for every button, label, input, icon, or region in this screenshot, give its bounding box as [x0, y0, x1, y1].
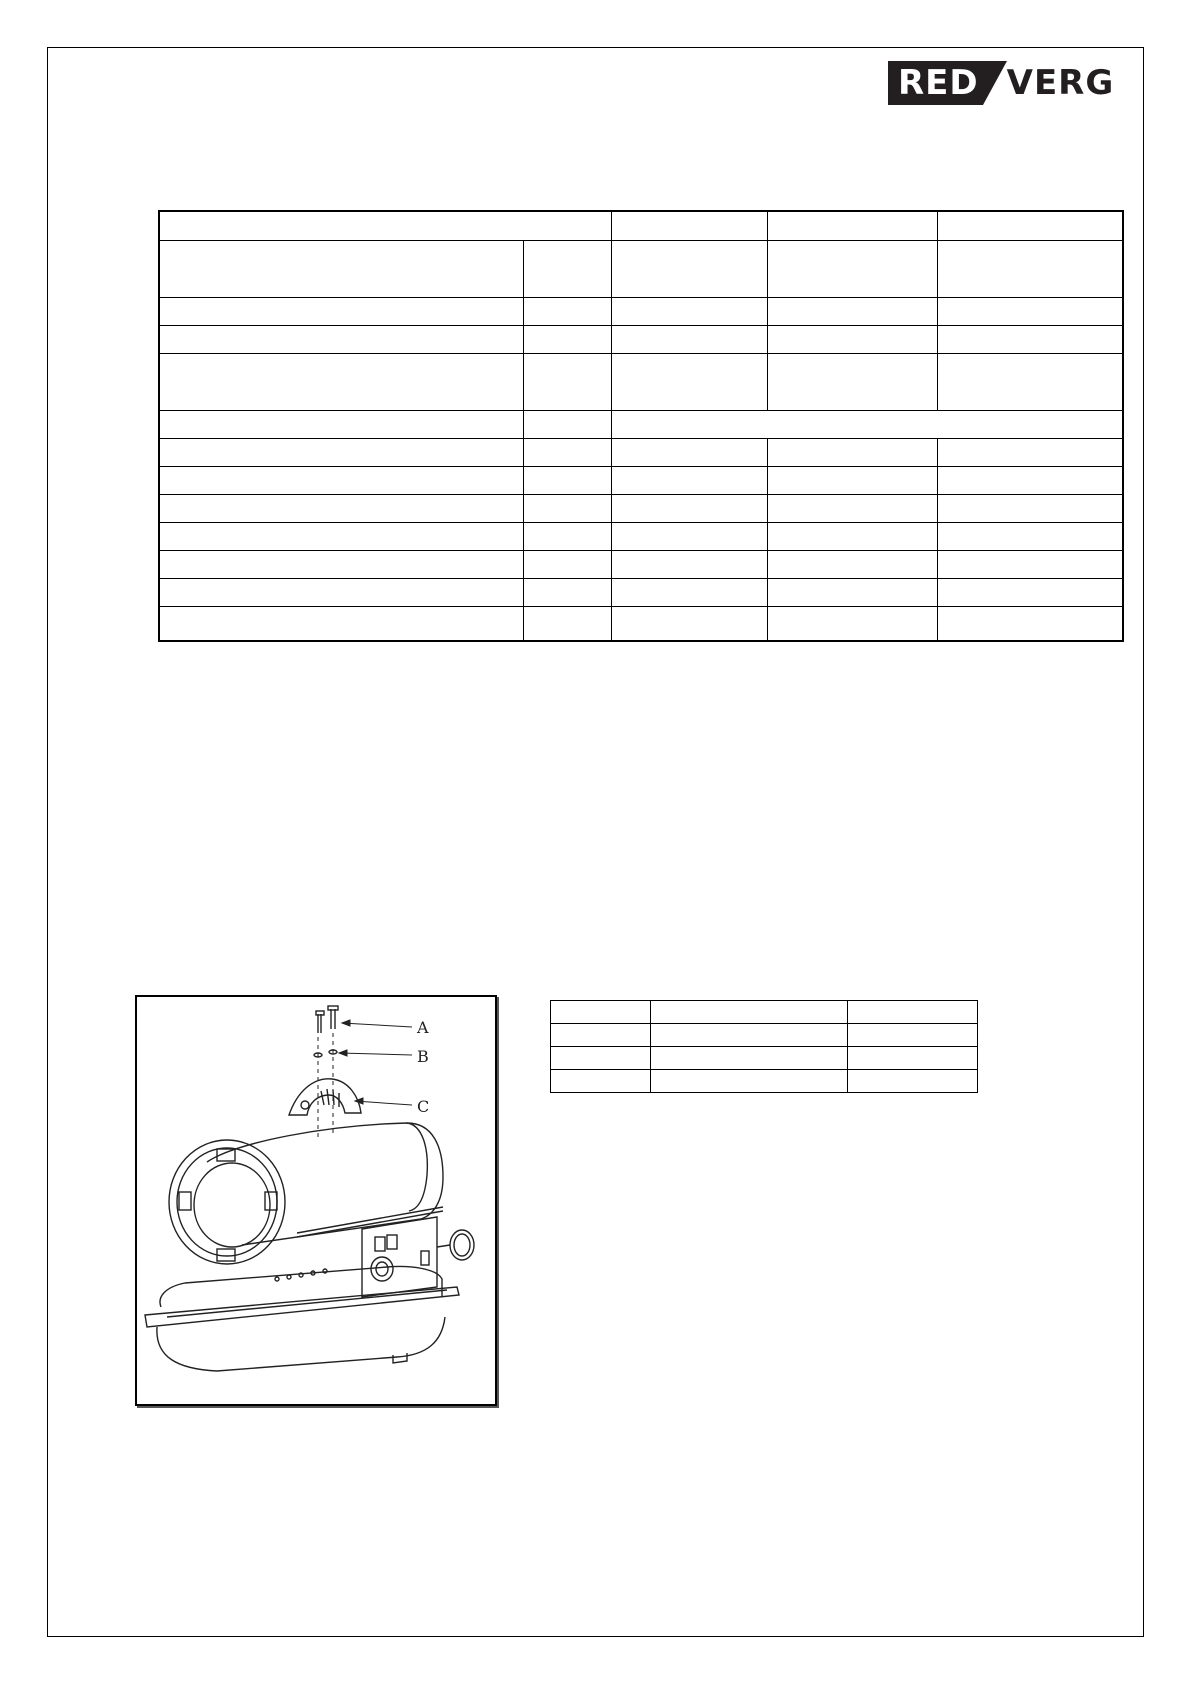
logo-wedge — [983, 61, 1007, 105]
table-cell — [650, 1047, 848, 1070]
table-cell — [159, 353, 523, 410]
table-cell — [768, 297, 938, 325]
table-cell — [551, 1001, 651, 1024]
table-cell — [848, 1024, 978, 1047]
table-cell — [768, 353, 938, 410]
table-row — [159, 522, 1123, 550]
table-cell — [523, 550, 611, 578]
callout-c: C — [417, 1097, 430, 1116]
table-cell — [937, 606, 1123, 641]
fuel-tank-icon — [145, 1267, 459, 1372]
table-cell — [650, 1024, 848, 1047]
callout-arrows — [339, 1020, 412, 1105]
table-cell — [768, 494, 938, 522]
callout-b: B — [417, 1047, 429, 1066]
table-row — [551, 1001, 978, 1024]
table-cell — [159, 606, 523, 641]
table-cell — [611, 297, 768, 325]
table-row — [159, 578, 1123, 606]
table-cell — [937, 325, 1123, 353]
table-cell — [159, 438, 523, 466]
table-cell — [611, 410, 1123, 438]
table-cell — [159, 522, 523, 550]
table-cell — [611, 325, 768, 353]
table-row — [159, 606, 1123, 641]
table-cell — [937, 578, 1123, 606]
table-cell — [523, 494, 611, 522]
logo-verg-text: VERG — [1006, 63, 1115, 103]
table-cell — [611, 353, 768, 410]
table-cell — [523, 240, 611, 297]
table-cell — [611, 578, 768, 606]
table-row — [159, 297, 1123, 325]
table-cell — [937, 550, 1123, 578]
heater-assembly-figure — [135, 995, 497, 1406]
table-row — [551, 1070, 978, 1093]
heater-body — [207, 1123, 443, 1245]
table-cell — [523, 297, 611, 325]
table-cell — [611, 240, 768, 297]
parts-table — [550, 1000, 978, 1093]
table-cell — [937, 353, 1123, 410]
table-row — [159, 550, 1123, 578]
table-cell — [768, 211, 938, 240]
table-cell — [159, 466, 523, 494]
logo-red-text: RED — [888, 61, 983, 105]
specifications-table — [158, 210, 1124, 642]
table-cell — [650, 1070, 848, 1093]
table-cell — [523, 438, 611, 466]
table-cell — [848, 1070, 978, 1093]
table-cell — [768, 325, 938, 353]
table-cell — [937, 240, 1123, 297]
brand-logo — [888, 60, 1114, 106]
table-cell — [159, 211, 611, 240]
table-cell — [611, 550, 768, 578]
table-cell — [768, 550, 938, 578]
table-cell — [937, 494, 1123, 522]
table-cell — [551, 1070, 651, 1093]
table-cell — [768, 466, 938, 494]
table-row — [159, 353, 1123, 410]
table-cell — [523, 606, 611, 641]
table-row — [159, 325, 1123, 353]
table-cell — [768, 578, 938, 606]
table-cell — [159, 578, 523, 606]
table-cell — [159, 494, 523, 522]
table-cell — [159, 325, 523, 353]
table-cell — [848, 1047, 978, 1070]
handle-c-icon — [289, 1079, 361, 1115]
table-cell — [611, 494, 768, 522]
table-row — [159, 494, 1123, 522]
table-cell — [937, 297, 1123, 325]
control-panel-icon — [362, 1217, 437, 1297]
washer-b-icon — [314, 1050, 337, 1057]
table-cell — [937, 438, 1123, 466]
table-cell — [159, 297, 523, 325]
table-row — [551, 1024, 978, 1047]
table-cell — [848, 1001, 978, 1024]
table-cell — [159, 550, 523, 578]
table-cell — [937, 522, 1123, 550]
table-cell — [611, 522, 768, 550]
screw-a-icon — [316, 1006, 338, 1033]
table-cell — [937, 466, 1123, 494]
table-row — [159, 240, 1123, 297]
callout-a: A — [417, 1018, 429, 1037]
heater-illustration — [137, 997, 495, 1404]
table-cell — [611, 606, 768, 641]
table-cell — [523, 410, 611, 438]
table-cell — [551, 1024, 651, 1047]
table-cell — [650, 1001, 848, 1024]
table-cell — [523, 466, 611, 494]
table-cell — [523, 578, 611, 606]
table-cell — [611, 438, 768, 466]
table-cell — [768, 438, 938, 466]
table-cell — [768, 606, 938, 641]
table-cell — [611, 211, 768, 240]
table-cell — [551, 1047, 651, 1070]
table-cell — [523, 353, 611, 410]
fuel-gauge-icon — [437, 1230, 474, 1260]
table-cell — [768, 240, 938, 297]
table-row — [159, 211, 1123, 240]
table-row — [159, 438, 1123, 466]
table-cell — [159, 240, 523, 297]
table-cell — [768, 522, 938, 550]
table-cell — [937, 211, 1123, 240]
table-cell — [523, 325, 611, 353]
table-row — [159, 410, 1123, 438]
table-cell — [159, 410, 523, 438]
table-row — [551, 1047, 978, 1070]
front-grill-icon — [169, 1140, 285, 1264]
table-row — [159, 466, 1123, 494]
table-cell — [611, 466, 768, 494]
table-cell — [523, 522, 611, 550]
